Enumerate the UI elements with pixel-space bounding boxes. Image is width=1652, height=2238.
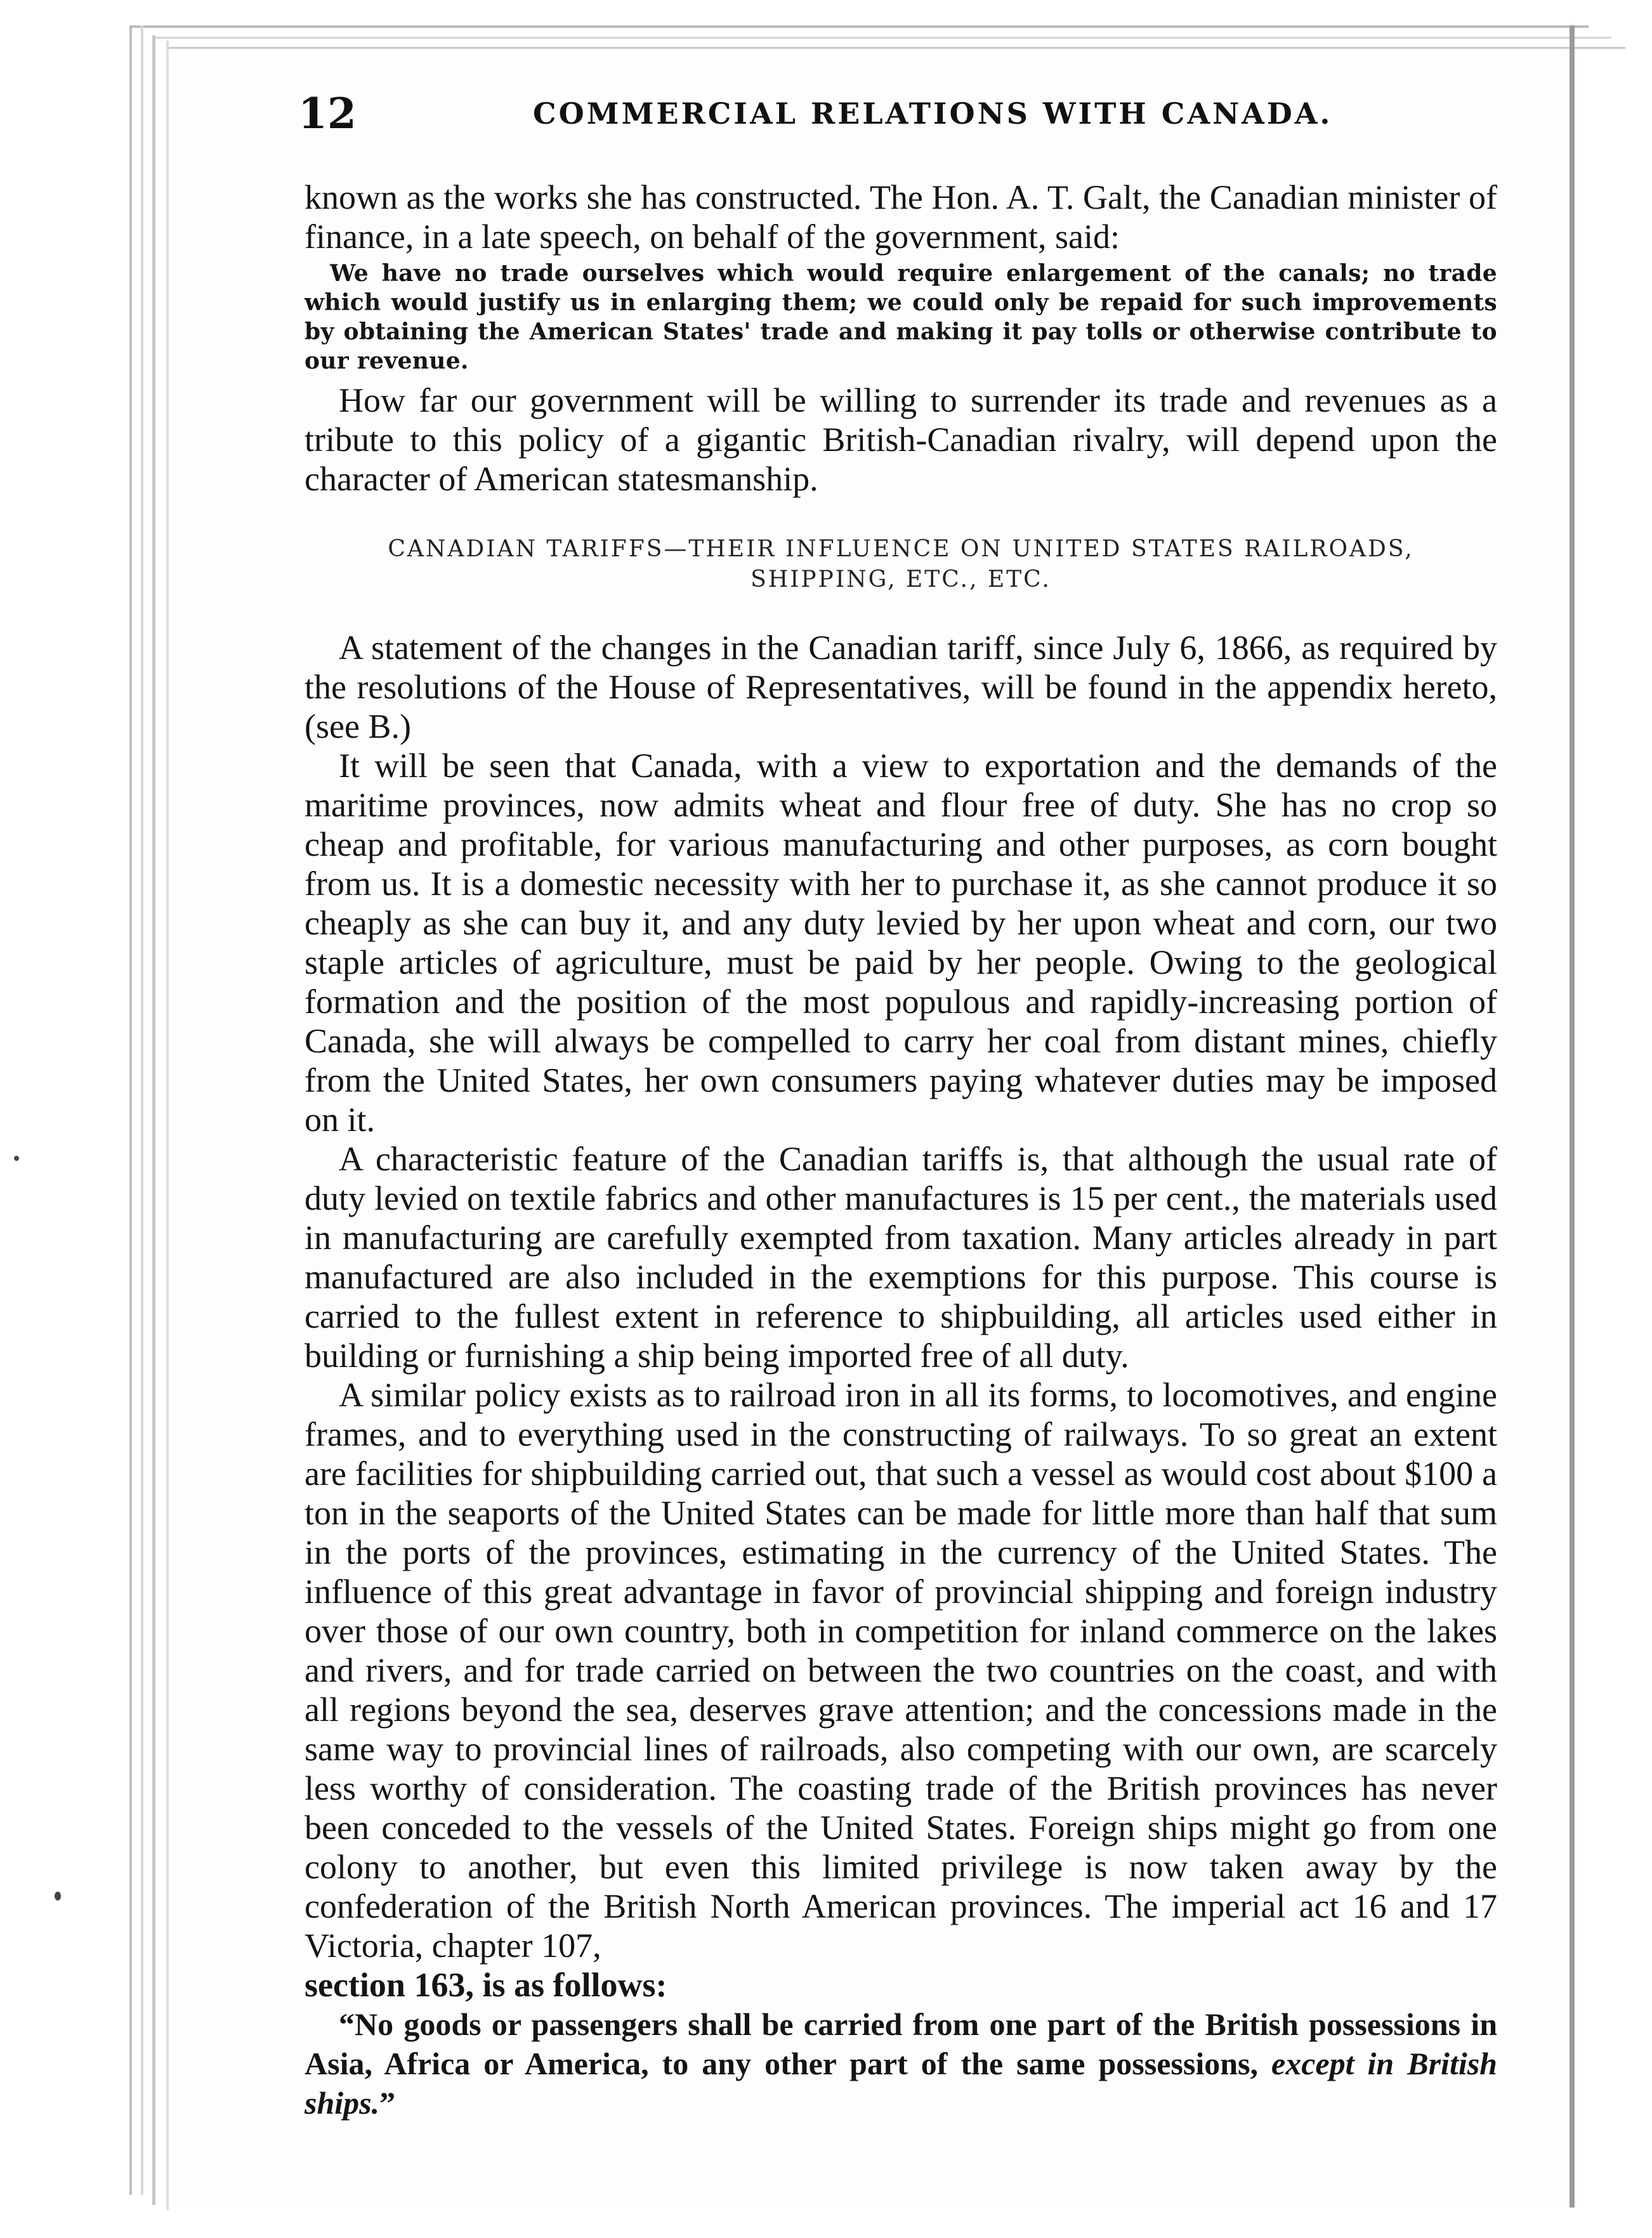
paragraph: A statement of the changes in the Canadian tariff, since July 6, 1866, as required by the resolutions of the House of Representatives, will be found in the appendix hereto, (see B.) xyxy=(305,629,1497,745)
section-heading-line: SHIPPING, ETC., ETC. xyxy=(751,566,1051,592)
page-stack-left-edge xyxy=(141,25,143,2195)
page-stack-left-edge xyxy=(152,36,155,2205)
running-head: COMMERCIAL RELATIONS WITH CANADA. xyxy=(533,96,1333,131)
page-stack-left-edge xyxy=(129,25,132,2195)
paragraph: known as the works she has constructed. The Hon. A. T. Galt, the Canadian minister of finance, in a late speech, on behalf of the government, said: xyxy=(305,178,1497,256)
page-stack-top-edge xyxy=(166,47,1625,49)
statute-quote-italic: except in British ships. xyxy=(305,2046,1497,2121)
statute-quote-text: “No goods or passengers shall be carried from one part of the British possessions in Asia, Africa or America, to any other part of the same possessions, xyxy=(305,2006,1497,2081)
paragraph: It will be seen that Canada, with a view to exportation and the demands of the maritime provinces, now admits wheat and flour free of duty. She has no crop so cheap and profitable, for various manufacturing and other purposes, as corn bought from us. It is a domestic necessity with her to purchase it, as she cannot produce it so cheaply as she can buy it, and any duty levied by her upon wheat and corn, our two staple articles of agriculture, must be paid by her people. Owing to the geological formation and the position of the most populous and rapidly-increasing portion of Canada, she will always be compelled to carry her coal from distant mines, chiefly from the United States, her own consumers paying whatever duties may be imposed on it. xyxy=(305,747,1497,1139)
page-number: 12 xyxy=(298,89,357,138)
paragraph: How far our government will be willing to surrender its trade and revenues as a tribute to this policy of a gigantic British-Canadian rivalry, will depend upon the character of American statesmanship. xyxy=(305,381,1497,498)
statute-quote-close: ” xyxy=(379,2085,396,2121)
page-body xyxy=(305,178,1497,2123)
page-stack-left-edge xyxy=(166,41,169,2210)
scan-speck xyxy=(14,1156,19,1161)
statute-quote xyxy=(305,2005,1497,2123)
paragraph-continuation: section 163, is as follows: xyxy=(305,1966,667,2004)
scan-speck xyxy=(55,1892,61,1901)
paragraph: A similar policy exists as to railroad iron in all its forms, to locomotives, and engine frames, and to everything used in the constructing of railways. To so great an extent are facilities for shipbuilding carried out, that such a vessel as would cost about $100 a ton in the seaports of the United States can be made for little more than half that sum in the ports of the provinces, estimating in the currency of the United States. The influence of this great advantage in favor of provincial shipping and foreign industry over those of our own country, both in competition for inland commerce on the lakes and rivers, and for trade carried on between the two countries on the coast, and with all regions beyond the sea, deserves grave attention; and the concessions made in the same way to provincial lines of railroads, also competing with our own, are scarcely less worthy of consideration. The coasting trade of the British provinces has never been conceded to the vessels of the United States. Foreign ships might go from one colony to another, but even this limited privilege is now taken away by the confederation of the British North American provinces. The imperial act 16 and 17 Victoria, chapter 107, xyxy=(305,1376,1497,1965)
section-heading xyxy=(305,534,1497,595)
book-page xyxy=(171,51,1567,2208)
page-header xyxy=(298,89,1567,159)
block-quote: We have no trade ourselves which would require enlargement of the canals; no trade which would justify us in enlarging them; we could only be repaid for such improvements by obtaining the American States' trade and making it pay tolls or otherwise contribute to our revenue. xyxy=(305,260,1497,374)
section-heading-line: CANADIAN TARIFFS—THEIR INFLUENCE ON UNITED STATES RAILROADS, xyxy=(388,536,1414,562)
page-stack-top-edge xyxy=(152,37,1611,39)
paragraph: A characteristic feature of the Canadian tariffs is, that although the usual rate of duty levied on textile fabrics and other manufactures is 15 per cent., the materials used in manufacturing are carefully exempted from taxation. Many articles already in part manufactured are also included in the exemptions for this purpose. This course is carried to the fullest extent in reference to shipbuilding, all articles used either in building or furnishing a ship being imported free of all duty. xyxy=(305,1140,1497,1375)
page-right-edge xyxy=(1570,25,1575,2208)
page-stack-top-edge xyxy=(129,25,1589,28)
